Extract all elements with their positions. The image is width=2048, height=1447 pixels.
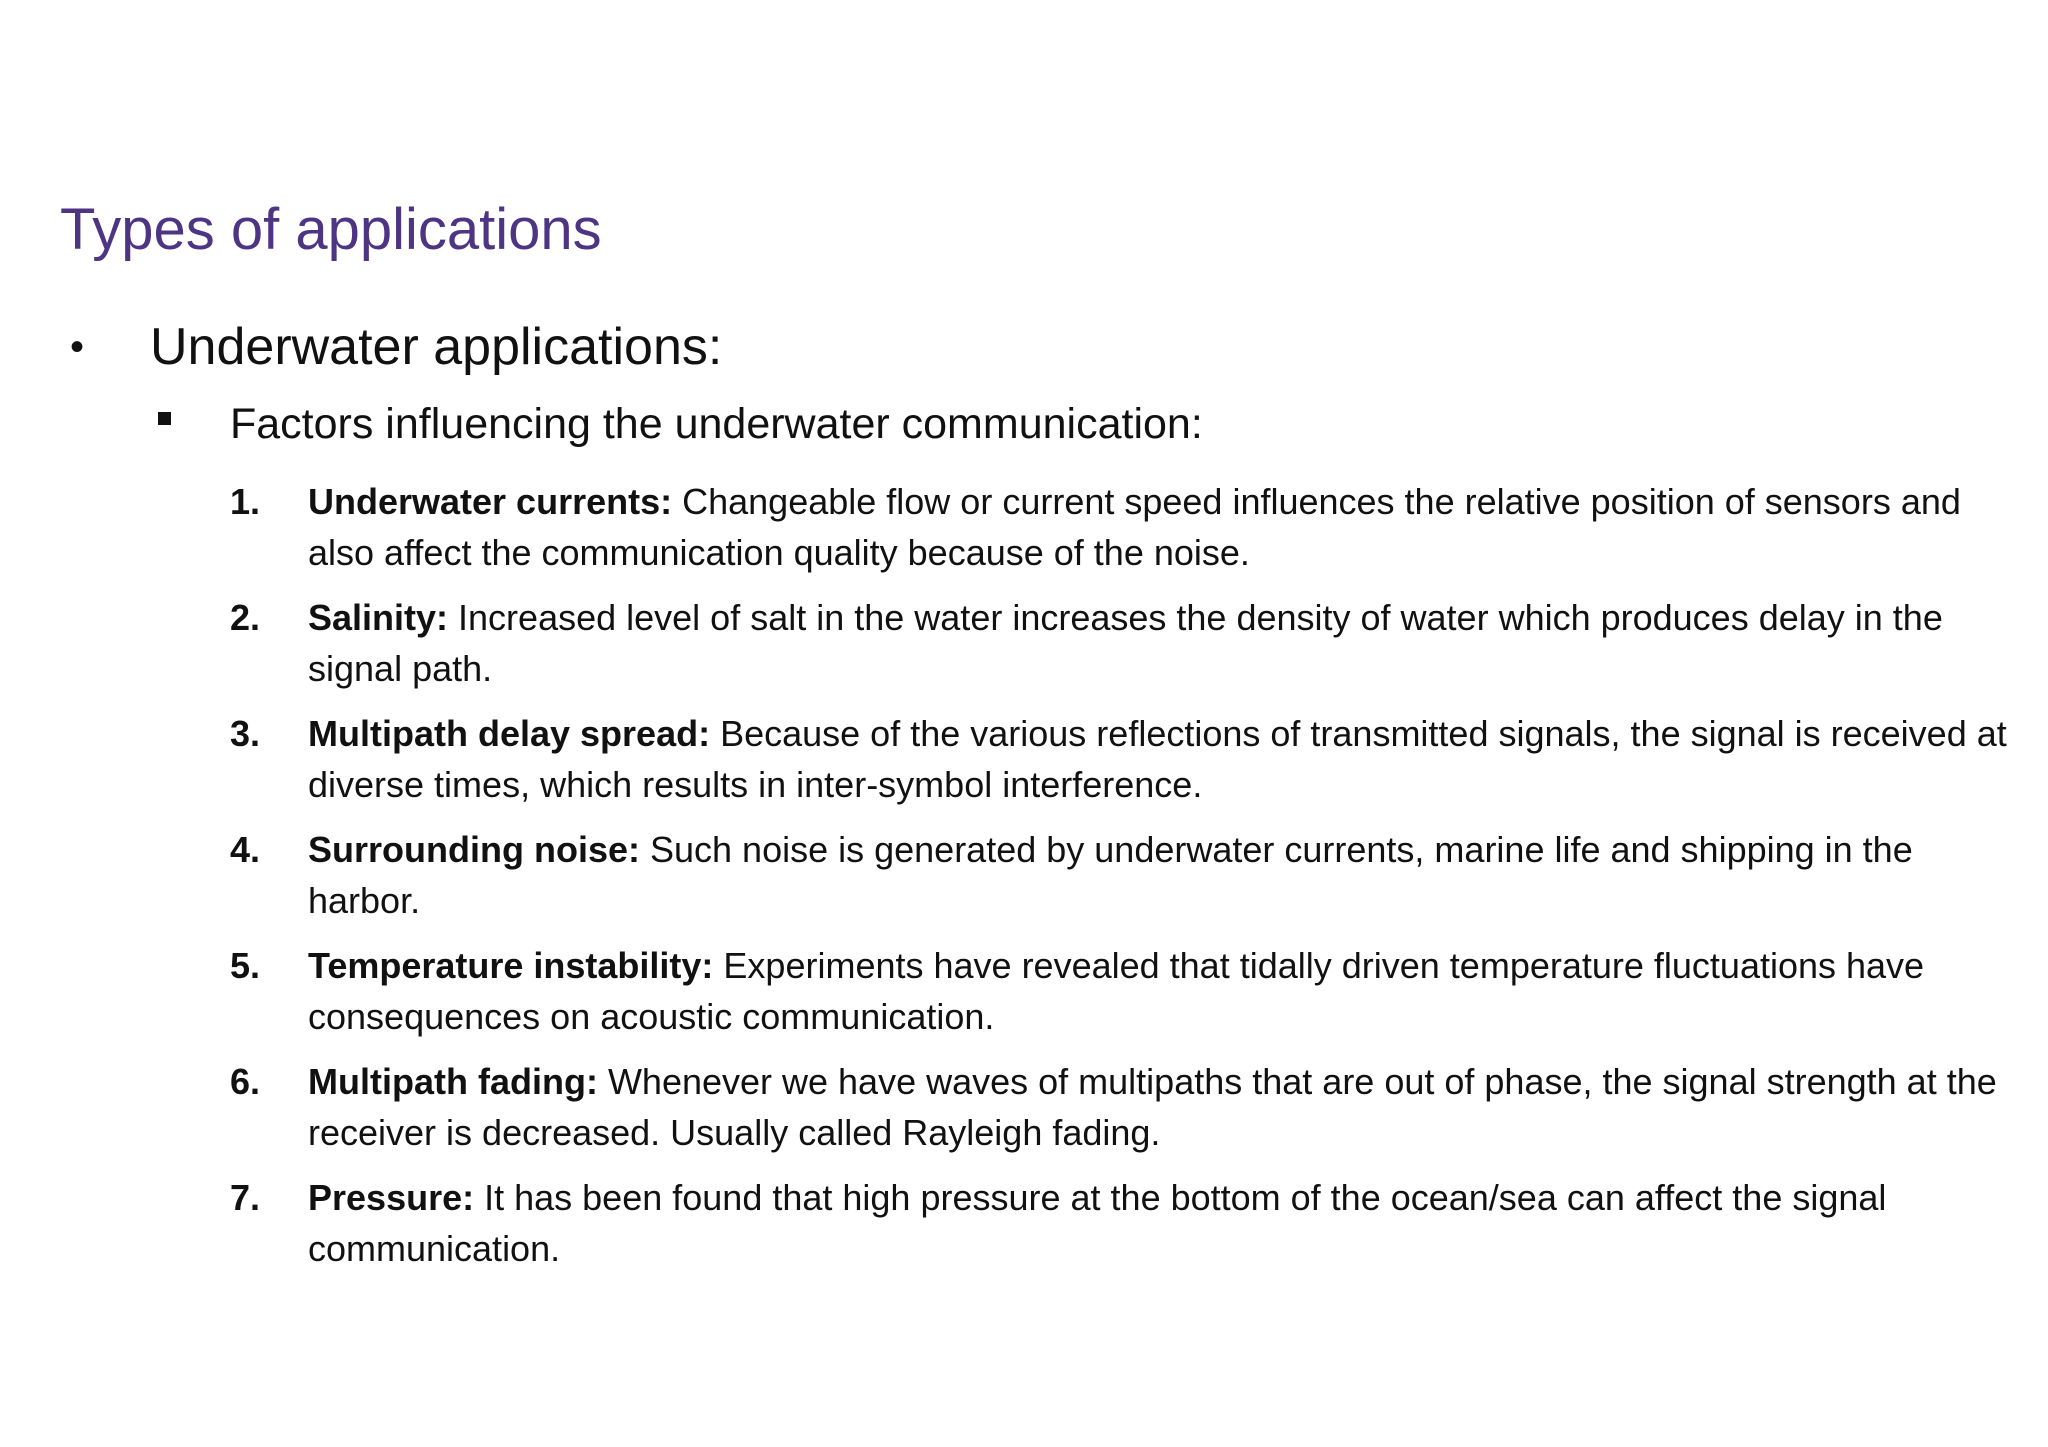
list-item xyxy=(230,1172,2010,1274)
bullet-level-1 xyxy=(70,312,722,382)
list-item xyxy=(230,824,2010,926)
list-item xyxy=(230,708,2010,810)
list-item xyxy=(230,476,2010,578)
list-item-number: 3. xyxy=(230,713,261,754)
square-bullet-icon xyxy=(158,394,230,454)
bullet-level-2-text: Factors influencing the underwater communication: xyxy=(230,400,1203,448)
list-item-number: 4. xyxy=(230,829,261,870)
factors-list xyxy=(230,476,2010,1288)
list-item-term: Underwater currents: xyxy=(308,481,673,522)
bullet-level-2 xyxy=(158,394,1203,454)
list-item-term: Salinity: xyxy=(308,597,449,638)
list-item-description: Experiments have revealed that tidally driven temperature fluctuations have consequences on acoustic communication. xyxy=(308,945,1925,1037)
list-item-term: Temperature instability: xyxy=(308,945,714,986)
list-item-description: Increased level of salt in the water increases the density of water which produces delay in the signal path. xyxy=(308,597,1943,689)
list-item-description: Such noise is generated by underwater currents, marine life and shipping in the harbor. xyxy=(308,829,1913,921)
list-item-description: It has been found that high pressure at the bottom of the ocean/sea can affect the signal communication. xyxy=(308,1177,1887,1269)
list-item xyxy=(230,592,2010,694)
list-item-number: 2. xyxy=(230,597,261,638)
list-item-term: Multipath fading: xyxy=(308,1061,598,1102)
list-item-term: Pressure: xyxy=(308,1177,475,1218)
slide-title: Types of applications xyxy=(60,197,602,262)
list-item-term: Multipath delay spread: xyxy=(308,713,711,754)
list-item-description: Changeable flow or current speed influences the relative position of sensors and also affect the communication quality because of the noise. xyxy=(308,481,1961,573)
bullet-level-1-text: Underwater applications: xyxy=(150,318,723,376)
list-item-number: 6. xyxy=(230,1061,261,1102)
list-item-number: 5. xyxy=(230,945,261,986)
list-item-description: Whenever we have waves of multipaths that are out of phase, the signal strength at the receiver is decreased. Usually called Rayleigh fading. xyxy=(308,1061,1997,1153)
list-item-term: Surrounding noise: xyxy=(308,829,640,870)
list-item-number: 7. xyxy=(230,1177,261,1218)
list-item xyxy=(230,1056,2010,1158)
round-bullet-icon: • xyxy=(70,325,85,369)
list-item-description: Because of the various reflections of transmitted signals, the signal is received at diverse times, which results in inter-symbol interference. xyxy=(308,713,2007,805)
list-item-number: 1. xyxy=(230,481,261,522)
list-item xyxy=(230,940,2010,1042)
